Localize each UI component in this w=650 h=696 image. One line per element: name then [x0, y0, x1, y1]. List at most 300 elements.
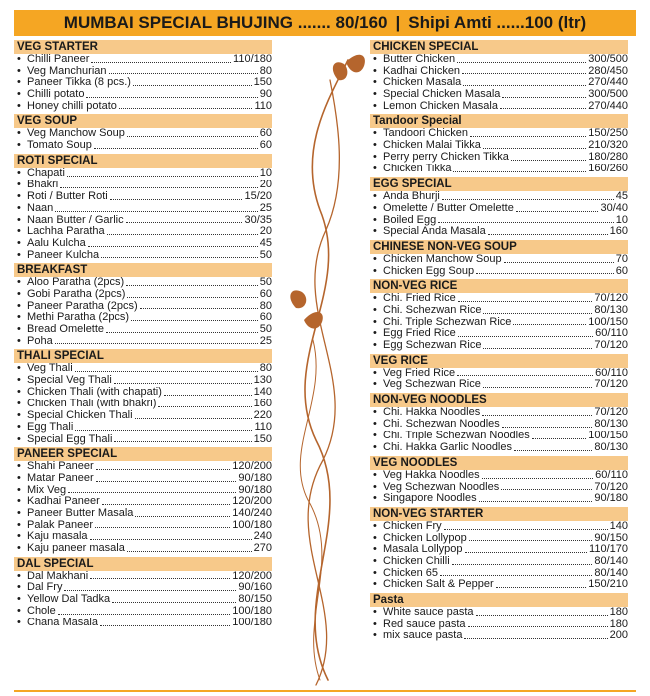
item-name: Tomato Soup — [27, 140, 92, 152]
item-price: 80/130 — [594, 418, 628, 430]
item-price: 10 — [615, 214, 628, 226]
menu-item — [370, 619, 628, 631]
bullet-icon: • — [17, 335, 21, 347]
item-name: Chi. Schezwan Rice — [383, 305, 482, 316]
item-price: 70/120 — [594, 293, 628, 305]
section-title: BREAKFAST — [14, 263, 272, 277]
section-title: VEG RICE — [370, 354, 628, 368]
bullet-icon: • — [373, 493, 377, 505]
dot-leader — [479, 501, 593, 502]
item-price: 60/110 — [595, 469, 628, 481]
item-price: 50 — [259, 249, 272, 261]
menu-item — [370, 630, 628, 642]
dot-leader — [140, 308, 258, 309]
dot-leader — [135, 418, 252, 419]
item-name: Chicken Malai Tikka — [383, 140, 481, 152]
dot-leader — [112, 602, 236, 603]
bullet-icon: • — [17, 54, 21, 65]
dot-leader — [126, 222, 243, 223]
menu-item — [14, 618, 272, 630]
item-price: 70/120 — [594, 481, 628, 493]
item-price: 180 — [609, 618, 628, 630]
bullet-icon: • — [373, 418, 377, 430]
section-title: NON-VEG STARTER — [370, 507, 628, 521]
item-name: Special Egg Thali — [27, 433, 113, 445]
dot-leader — [442, 199, 614, 200]
dot-leader — [476, 615, 608, 616]
bullet-icon: • — [17, 582, 21, 594]
menu-item — [14, 66, 272, 78]
item-price: 20 — [259, 226, 272, 238]
menu-item — [14, 434, 272, 446]
section-title: THALI SPECIAL — [14, 349, 272, 363]
item-name: Chole — [27, 605, 56, 617]
section-paneer-special — [14, 447, 272, 555]
bullet-icon: • — [17, 617, 21, 629]
dot-leader — [483, 348, 592, 349]
dot-leader — [67, 176, 258, 177]
menu-item — [370, 419, 628, 431]
dot-leader — [483, 313, 592, 314]
section-thali-special — [14, 349, 272, 445]
bullet-icon: • — [373, 140, 377, 152]
item-name: Chicken Thali (with chapati) — [27, 386, 162, 398]
item-name: Chilli potato — [27, 89, 85, 101]
dot-leader — [440, 575, 592, 576]
bullet-icon: • — [373, 630, 377, 642]
bullet-icon: • — [17, 167, 21, 179]
item-name: Masala Lollypop — [383, 544, 463, 556]
item-price: 60/110 — [595, 328, 628, 340]
item-name: Chi. Schezwan Noodles — [383, 418, 500, 430]
dot-leader — [502, 97, 586, 98]
right-column — [370, 40, 628, 644]
menu-item — [14, 496, 272, 508]
bullet-icon: • — [373, 54, 377, 65]
header-separator: | — [395, 13, 401, 32]
item-price: 100/180 — [232, 605, 272, 617]
item-name: White sauce pasta — [383, 607, 474, 619]
bullet-icon: • — [17, 472, 21, 484]
dot-leader — [463, 85, 586, 86]
dot-leader — [458, 336, 593, 337]
item-price: 80/130 — [594, 442, 628, 454]
menu-item — [370, 328, 628, 340]
bullet-icon: • — [17, 363, 21, 375]
menu-item — [370, 89, 628, 101]
section-veg-rice — [370, 354, 628, 391]
item-name: Shahi Paneer — [27, 461, 94, 473]
item-price: 70/120 — [594, 340, 628, 352]
menu-item — [14, 582, 272, 594]
item-price: 50 — [259, 324, 272, 336]
item-name: Chicken Egg Soup — [383, 265, 475, 277]
dot-leader — [64, 590, 236, 591]
item-price: 160/260 — [588, 163, 628, 175]
menu-item — [370, 215, 628, 227]
bullet-icon: • — [373, 340, 377, 352]
section-title: VEG SOUP — [14, 114, 272, 128]
bullet-icon: • — [373, 607, 377, 619]
item-name: Special Anda Masala — [383, 226, 486, 238]
item-name: Naan Butter / Garlic — [27, 214, 124, 226]
menu-item — [14, 215, 272, 227]
bullet-icon: • — [373, 469, 377, 481]
menu-item — [370, 317, 628, 329]
item-price: 25 — [259, 335, 272, 347]
bullet-icon: • — [17, 140, 21, 152]
bullet-icon: • — [17, 237, 21, 249]
menu-item — [14, 226, 272, 238]
item-price: 80/140 — [594, 567, 628, 579]
dot-leader — [114, 383, 252, 384]
bullet-icon: • — [17, 202, 21, 214]
menu-item — [370, 191, 628, 203]
menu-item — [370, 431, 628, 443]
section-chinese-non-veg-soup — [370, 240, 628, 277]
item-name: Veg Fried Rice — [383, 367, 456, 379]
menu-item — [14, 54, 272, 66]
item-name: Roti / Butter Roti — [27, 191, 108, 203]
menu-item — [14, 180, 272, 192]
dot-leader — [68, 492, 236, 493]
bullet-icon: • — [373, 226, 377, 238]
dot-leader — [470, 136, 586, 137]
dot-leader — [516, 211, 599, 212]
item-name: Naan — [27, 202, 54, 214]
menu-item — [14, 277, 272, 289]
item-name: Singapore Noodles — [383, 493, 477, 505]
item-price: 120/200 — [232, 570, 272, 582]
menu-item — [370, 579, 628, 591]
menu-item — [14, 101, 272, 113]
item-price: 110/180 — [233, 54, 272, 65]
menu-item — [370, 544, 628, 556]
item-price: 90/180 — [594, 493, 628, 505]
item-price: 60 — [259, 312, 272, 324]
bullet-icon: • — [17, 179, 21, 191]
item-name: Kadhai Paneer — [27, 496, 100, 508]
menu-item — [14, 250, 272, 262]
item-name: Chicken 65 — [383, 567, 439, 579]
dot-leader — [86, 97, 257, 98]
bullet-icon: • — [373, 100, 377, 112]
item-name: Chicken Tikka — [383, 163, 452, 175]
dot-leader — [60, 187, 258, 188]
item-price: 300/500 — [588, 89, 628, 101]
item-price: 240 — [253, 531, 272, 543]
dot-leader — [457, 62, 586, 63]
header-left: MUMBAI SPECIAL BHUJING ....... 80/160 — [63, 13, 388, 32]
item-price: 110/170 — [589, 544, 628, 556]
bullet-icon: • — [373, 532, 377, 544]
dot-leader — [511, 160, 586, 161]
item-price: 130 — [253, 375, 272, 387]
dot-leader — [500, 108, 586, 109]
item-name: Anda Bhurji — [383, 191, 440, 203]
dot-leader — [158, 406, 251, 407]
item-price: 60 — [259, 128, 272, 140]
menu-item — [14, 543, 272, 555]
item-price: 80 — [259, 65, 272, 77]
item-price: 210/320 — [588, 140, 628, 152]
dot-leader — [483, 387, 593, 388]
section-veg-starter — [14, 40, 272, 112]
bullet-icon: • — [373, 328, 377, 340]
item-name: Chi. Fried Rice — [383, 293, 456, 305]
item-name: Kaju masala — [27, 531, 88, 543]
item-price: 140 — [609, 520, 628, 532]
item-name: Veg Manchurian — [27, 65, 107, 77]
item-name: Methi Paratha (2pcs) — [27, 312, 130, 324]
bottom-rule — [14, 690, 636, 692]
dot-leader — [164, 395, 252, 396]
item-price: 90/150 — [594, 532, 628, 544]
dot-leader — [462, 73, 586, 74]
item-name: Special Veg Thali — [27, 375, 112, 387]
dot-leader — [483, 148, 586, 149]
bullet-icon: • — [17, 461, 21, 473]
item-name: Aloo Paratha (2pcs) — [27, 277, 125, 289]
item-name: Matar Paneer — [27, 472, 94, 484]
bullet-icon: • — [373, 618, 377, 630]
menu-item — [14, 128, 272, 140]
section-dal-special — [14, 557, 272, 629]
bullet-icon: • — [17, 605, 21, 617]
bullet-icon: • — [17, 594, 21, 606]
menu-item — [14, 594, 272, 606]
menu-item — [14, 473, 272, 485]
item-price: 20 — [259, 179, 272, 191]
item-name: Chicken Manchow Soup — [383, 253, 502, 265]
bullet-icon: • — [17, 214, 21, 226]
dot-leader — [488, 234, 608, 235]
item-price: 120/200 — [232, 496, 272, 508]
bullet-icon: • — [373, 191, 377, 203]
dot-leader — [58, 614, 230, 615]
item-price: 280/450 — [588, 65, 628, 77]
item-price: 60 — [259, 140, 272, 152]
bullet-icon: • — [17, 65, 21, 77]
dot-leader — [94, 148, 258, 149]
item-price: 80 — [259, 300, 272, 312]
menu-item — [370, 266, 628, 278]
bullet-icon: • — [373, 293, 377, 305]
item-name: Chapati — [27, 167, 65, 179]
dot-leader — [458, 301, 593, 302]
dot-leader — [464, 638, 607, 639]
dot-leader — [496, 587, 587, 588]
item-price: 90 — [259, 89, 272, 101]
bullet-icon: • — [17, 543, 21, 555]
section-title: VEG NOODLES — [370, 456, 628, 470]
item-name: Special Chicken Masala — [383, 89, 501, 101]
item-name: mix sauce pasta — [383, 630, 463, 642]
item-price: 60 — [615, 265, 628, 277]
bullet-icon: • — [17, 300, 21, 312]
bullet-icon: • — [373, 305, 377, 316]
dot-leader — [114, 441, 251, 442]
bullet-icon: • — [17, 484, 21, 496]
item-name: Omelette / Butter Omelette — [383, 202, 514, 214]
item-name: Chi. Hakka Garlic Noodles — [383, 442, 512, 454]
dot-leader — [101, 257, 258, 258]
bullet-icon: • — [373, 316, 377, 328]
item-name: Bhakri — [27, 179, 59, 191]
item-name: Perry perry Chicken Tikka — [383, 151, 509, 163]
item-name: Lachha Paratha — [27, 226, 105, 238]
section-chicken-special — [370, 40, 628, 112]
item-name: Poha — [27, 335, 53, 347]
item-name: Boiled Egg — [383, 214, 437, 226]
dot-leader — [55, 343, 258, 344]
item-price: 100/180 — [232, 617, 272, 629]
section-veg-noodles — [370, 456, 628, 505]
bullet-icon: • — [17, 398, 21, 410]
section-non-veg-rice — [370, 279, 628, 351]
bullet-icon: • — [373, 579, 377, 591]
item-price: 80 — [259, 363, 272, 375]
dot-leader — [444, 529, 608, 530]
item-name: Butter Chicken — [383, 54, 456, 65]
dot-leader — [110, 199, 243, 200]
dot-leader — [502, 427, 593, 428]
dot-leader — [438, 222, 614, 223]
dot-leader — [452, 564, 593, 565]
item-price: 180/280 — [588, 151, 628, 163]
header-right: Shipi Amti ......100 (ltr) — [408, 13, 587, 32]
section-breakfast — [14, 263, 272, 347]
section-title: EGG SPECIAL — [370, 177, 628, 191]
menu-item — [370, 607, 628, 619]
menu-item — [14, 89, 272, 101]
item-name: Chilli Paneer — [27, 54, 90, 65]
dot-leader — [119, 108, 253, 109]
item-name: Dal Fry — [27, 582, 63, 594]
item-name: Lemon Chicken Masala — [383, 100, 498, 112]
dot-leader — [90, 539, 252, 540]
dot-leader — [532, 438, 586, 439]
menu-item — [14, 191, 272, 203]
menu-item — [14, 606, 272, 618]
item-name: Chi. Triple Schezwan Noodles — [383, 430, 530, 442]
item-name: Egg Schezwan Rice — [383, 340, 482, 352]
menu-item — [14, 399, 272, 411]
item-name: Paneer Paratha (2pcs) — [27, 300, 138, 312]
dot-leader — [482, 478, 594, 479]
menu-item — [14, 508, 272, 520]
dot-leader — [468, 626, 608, 627]
section-title: CHINESE NON-VEG SOUP — [370, 240, 628, 254]
item-name: Palak Paneer — [27, 519, 94, 531]
dot-leader — [109, 73, 258, 74]
bullet-icon: • — [17, 289, 21, 300]
item-name: Special Chicken Thali — [27, 410, 133, 422]
dot-leader — [482, 415, 592, 416]
menu-item — [370, 128, 628, 140]
item-price: 140/240 — [232, 508, 272, 519]
section-title: VEG STARTER — [14, 40, 272, 54]
item-name: Honey chilli potato — [27, 100, 117, 112]
menu-item — [14, 140, 272, 152]
dot-leader — [453, 171, 586, 172]
item-name: Chi. Hakka Noodles — [383, 407, 481, 419]
menu-item — [14, 77, 272, 89]
item-price: 30/35 — [244, 214, 272, 226]
item-price: 220 — [253, 410, 272, 422]
item-name: Chi. Triple Schezwan Rice — [383, 316, 512, 328]
item-name: Dal Makhani — [27, 570, 89, 582]
item-price: 60/110 — [595, 367, 628, 379]
menu-item — [370, 54, 628, 66]
dot-leader — [126, 285, 258, 286]
bullet-icon: • — [373, 379, 377, 391]
item-price: 110 — [254, 100, 272, 112]
section-title: NON-VEG NOODLES — [370, 393, 628, 407]
bullet-icon: • — [17, 496, 21, 508]
menu-item — [14, 336, 272, 348]
bullet-icon: • — [373, 367, 377, 379]
menu-item — [370, 493, 628, 505]
menu-item — [14, 461, 272, 473]
section-non-veg-noodles — [370, 393, 628, 454]
item-name: Mix Veg — [27, 484, 67, 496]
dot-leader — [96, 481, 237, 482]
item-price: 100/150 — [588, 430, 628, 442]
item-name: Veg Schezwan Noodles — [383, 481, 500, 493]
bullet-icon: • — [17, 570, 21, 582]
menu-item — [370, 379, 628, 391]
decorative-vine-icon — [268, 40, 372, 690]
menu-item — [14, 520, 272, 532]
menu-item — [14, 312, 272, 324]
bullet-icon: • — [17, 375, 21, 387]
item-price: 80/130 — [594, 305, 628, 316]
item-price: 100/150 — [588, 316, 628, 328]
bullet-icon: • — [17, 277, 21, 289]
section-title: DAL SPECIAL — [14, 557, 272, 571]
menu-item — [370, 226, 628, 238]
dot-leader — [107, 234, 258, 235]
bullet-icon: • — [373, 567, 377, 579]
item-price: 15/20 — [244, 191, 272, 203]
item-name: Chicken Lollypop — [383, 532, 467, 544]
item-name: Egg Thali — [27, 421, 74, 433]
item-name: Kaju paneer masala — [27, 543, 125, 555]
section-title: NON-VEG RICE — [370, 279, 628, 293]
item-price: 300/500 — [588, 54, 628, 65]
item-name: Paneer Tikka (8 pcs.) — [27, 77, 131, 89]
item-price: 70/120 — [594, 379, 628, 391]
item-name: Bread Omelette — [27, 324, 105, 336]
bullet-icon: • — [17, 386, 21, 398]
section-title: Tandoor Special — [370, 114, 628, 128]
menu-item — [370, 442, 628, 454]
bullet-icon: • — [17, 324, 21, 336]
bullet-icon: • — [17, 519, 21, 531]
bullet-icon: • — [373, 202, 377, 214]
menu-item — [14, 324, 272, 336]
item-price: 60 — [259, 289, 272, 300]
menu-item — [14, 203, 272, 215]
menu-item — [370, 293, 628, 305]
dot-leader — [504, 262, 614, 263]
item-price: 70/120 — [594, 407, 628, 419]
bullet-icon: • — [373, 481, 377, 493]
menu-item — [370, 533, 628, 545]
menu-item — [370, 521, 628, 533]
bullet-icon: • — [17, 421, 21, 433]
